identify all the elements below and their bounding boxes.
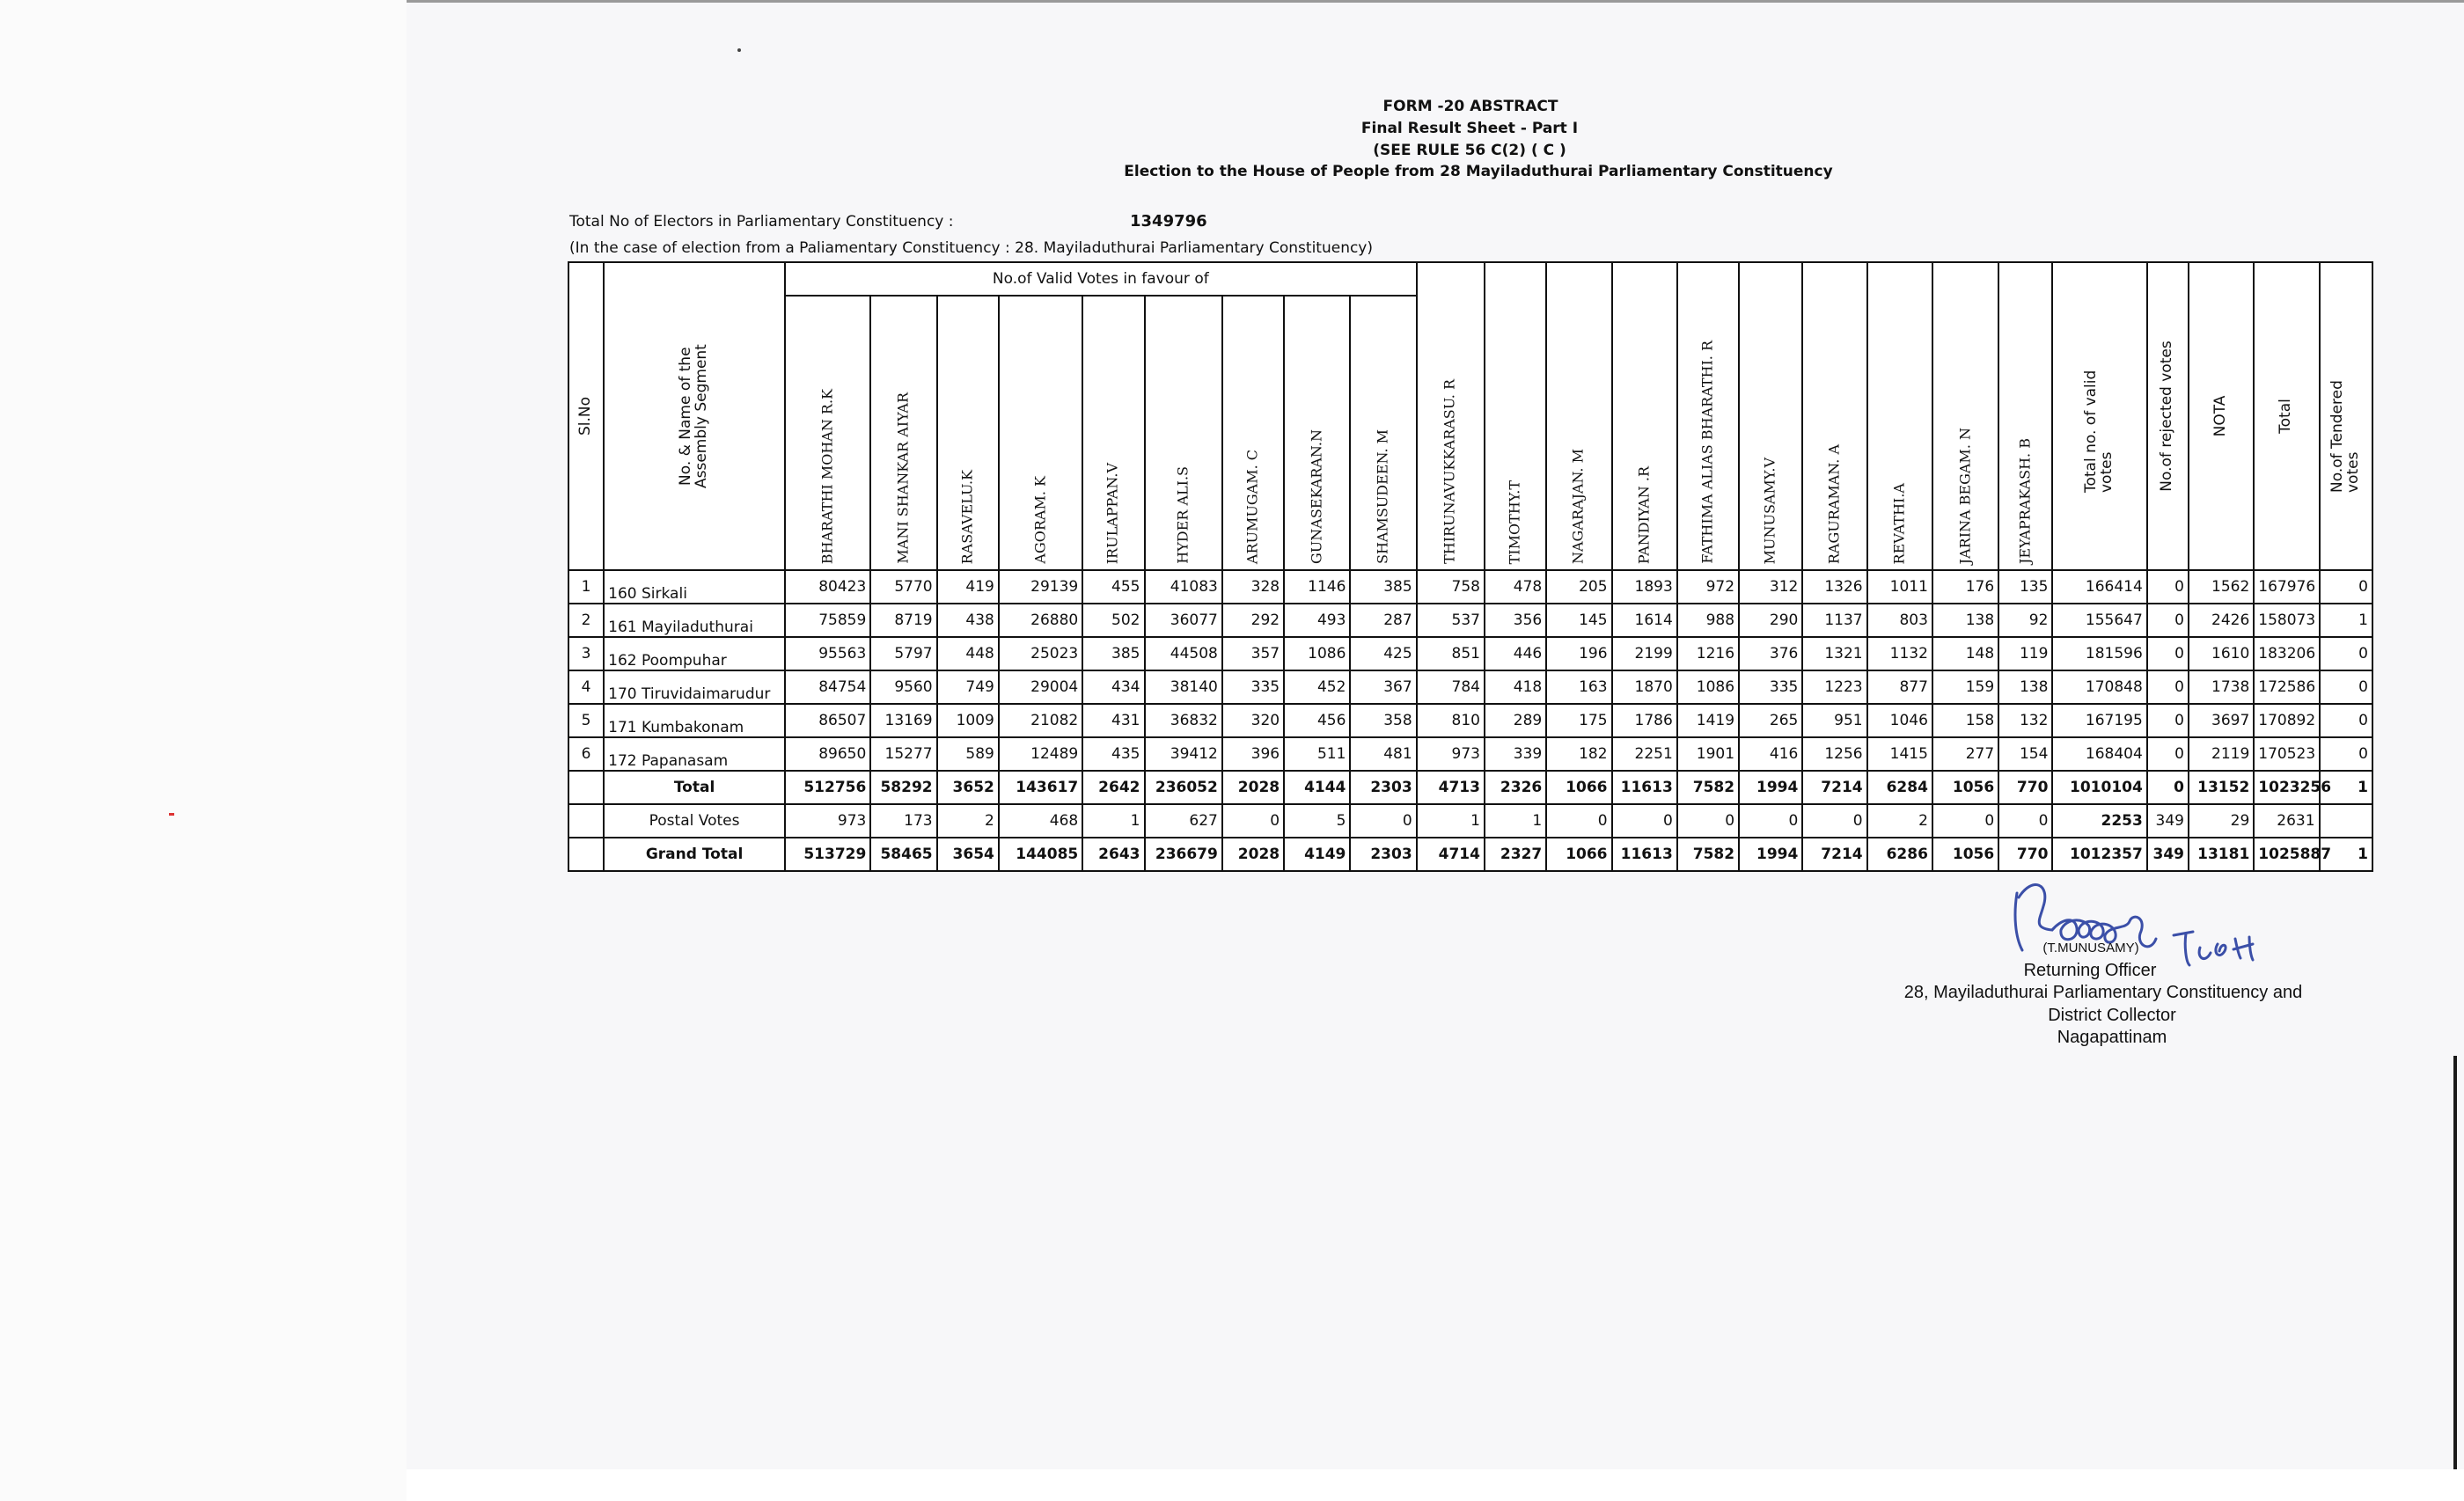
vote-cell: 236679 [1145,838,1222,871]
officer-name: (T.MUNUSAMY) [2042,941,2139,956]
vote-cell: 5797 [870,637,936,670]
candidate-header: RAGURAMAN. A [1802,262,1866,570]
vote-cell: 784 [1417,670,1485,704]
segment-header: No. & Name of the Assembly Segment [604,262,785,570]
vote-cell: 205 [1546,570,1611,604]
nota-cell: 1610 [2189,637,2254,670]
total-cell: 172586 [2254,670,2319,704]
officer-title: Returning Officer [2023,961,2157,980]
table-row [568,570,2372,604]
candidate-header: JEYAPRAKASH. B [1998,262,2052,570]
vote-cell: 502 [1082,604,1144,637]
total-valid-cell: 1012357 [2052,838,2146,871]
vote-cell: 265 [1739,704,1802,737]
row-segment: 172 Papanasam [604,737,785,771]
nota-cell: 13181 [2189,838,2254,871]
vote-cell: 196 [1546,637,1611,670]
vote-cell: 0 [1350,804,1416,838]
total-cell: 170892 [2254,704,2319,737]
slno-header: Sl.No [568,262,604,570]
vote-cell: 159 [1932,670,1998,704]
vote-cell: 851 [1417,637,1485,670]
vote-cell: 481 [1350,737,1416,771]
vote-cell: 2028 [1222,771,1284,804]
vote-cell: 1056 [1932,771,1998,804]
tendered-cell [2320,804,2372,838]
total-valid-cell: 170848 [2052,670,2146,704]
candidate-header: JARINA BEGAM. N [1932,262,1998,570]
vote-cell: 2 [1867,804,1932,838]
form-subtitle: Final Result Sheet - Part I [1360,120,1579,137]
vote-cell: 292 [1222,604,1284,637]
candidate-header: THIRUNAVUKKARASU. R [1417,262,1485,570]
vote-cell: 1216 [1677,637,1739,670]
vote-cell: 173 [870,804,936,838]
vote-cell: 2199 [1612,637,1677,670]
rejected-cell: 0 [2147,737,2189,771]
vote-cell: 15277 [870,737,936,771]
vote-cell: 1137 [1802,604,1866,637]
vote-cell: 988 [1677,604,1739,637]
vote-cell: 11613 [1612,771,1677,804]
tendered-cell: 1 [2320,604,2372,637]
vote-cell: 493 [1284,604,1350,637]
row-segment: 160 Sirkali [604,570,785,604]
vote-cell: 2327 [1485,838,1546,871]
rejected-cell: 0 [2147,771,2189,804]
vote-cell: 290 [1739,604,1802,637]
vote-cell: 11613 [1612,838,1677,871]
vote-cell: 419 [937,570,999,604]
nota-header: NOTA [2189,262,2254,570]
vote-cell: 357 [1222,637,1284,670]
tendered-cell: 0 [2320,737,2372,771]
vote-cell: 4149 [1284,838,1350,871]
vote-cell: 1066 [1546,838,1611,871]
vote-cell: 12489 [999,737,1082,771]
vote-cell: 144085 [999,838,1082,871]
vote-cell: 39412 [1145,737,1222,771]
vote-cell: 143617 [999,771,1082,804]
table-row [568,604,2372,637]
vote-cell: 92 [1998,604,2052,637]
vote-cell: 2251 [1612,737,1677,771]
vote-cell: 0 [1612,804,1677,838]
vote-cell: 358 [1350,704,1416,737]
vote-cell: 89650 [785,737,870,771]
summary-row [568,771,2372,804]
summary-row [568,804,2372,838]
vote-cell: 1614 [1612,604,1677,637]
vote-cell: 1011 [1867,570,1932,604]
vote-cell: 456 [1284,704,1350,737]
candidate-header: GUNASEKARAN.N [1284,296,1350,570]
tendered-votes-header: No.of Tendered votes [2320,262,2372,570]
scan-speck [737,48,741,52]
vote-cell: 29004 [999,670,1082,704]
table-row [568,737,2372,771]
summary-slno [568,804,604,838]
vote-cell: 0 [1222,804,1284,838]
vote-cell: 58465 [870,838,936,871]
tendered-cell: 0 [2320,670,2372,704]
vote-cell: 1326 [1802,570,1866,604]
vote-cell: 21082 [999,704,1082,737]
summary-slno [568,838,604,871]
tendered-cell: 1 [2320,838,2372,871]
vote-cell: 1321 [1802,637,1866,670]
officer-district: Nagapattinam [2057,1028,2167,1047]
vote-cell: 176 [1932,570,1998,604]
constituency-note: (In the case of election from a Paliamentary Constituency : 28. Mayiladuthurai Parliamentary Constituency) [569,239,1374,257]
candidate-header: PANDIYAN .R [1612,262,1677,570]
vote-cell: 0 [1677,804,1739,838]
vote-cell: 38140 [1145,670,1222,704]
total-valid-cell: 181596 [2052,637,2146,670]
results-table [568,261,2373,872]
vote-cell: 9560 [870,670,936,704]
total-cell: 158073 [2254,604,2319,637]
vote-cell: 339 [1485,737,1546,771]
vote-cell: 154 [1998,737,2052,771]
total-cell: 183206 [2254,637,2319,670]
vote-cell: 148 [1932,637,1998,670]
vote-cell: 1419 [1677,704,1739,737]
vote-cell: 356 [1485,604,1546,637]
candidate-header: SHAMSUDEEN. M [1350,296,1416,570]
vote-cell: 385 [1350,570,1416,604]
scan-edge [407,0,2464,3]
vote-cell: 627 [1145,804,1222,838]
vote-cell: 1046 [1867,704,1932,737]
vote-cell: 3654 [937,838,999,871]
vote-cell: 1 [1082,804,1144,838]
vote-cell: 367 [1350,670,1416,704]
electors-label: Total No of Electors in Parliamentary Constituency : [569,213,954,231]
vote-cell: 1223 [1802,670,1866,704]
vote-cell: 145 [1546,604,1611,637]
total-valid-cell: 1010104 [2052,771,2146,804]
row-slno: 6 [568,737,604,771]
candidate-header: NAGARAJAN. M [1546,262,1611,570]
total-cell: 2631 [2254,804,2319,838]
total-valid-cell: 2253 [2052,804,2146,838]
vote-cell: 80423 [785,570,870,604]
vote-cell: 75859 [785,604,870,637]
rejected-cell: 0 [2147,704,2189,737]
vote-cell: 770 [1998,771,2052,804]
nota-cell: 1738 [2189,670,2254,704]
vote-cell: 1256 [1802,737,1866,771]
electors-value: 1349796 [1130,212,1207,231]
rejected-cell: 0 [2147,570,2189,604]
vote-cell: 312 [1739,570,1802,604]
candidate-header: FATHIMA ALIAS BHARATHI. R [1677,262,1739,570]
vote-cell: 1893 [1612,570,1677,604]
vote-cell: 2642 [1082,771,1144,804]
vote-cell: 158 [1932,704,1998,737]
table-row [568,670,2372,704]
row-slno: 2 [568,604,604,637]
vote-cell: 335 [1222,670,1284,704]
vote-cell: 7582 [1677,838,1739,871]
rejected-votes-header: No.of rejected votes [2147,262,2189,570]
vote-cell: 25023 [999,637,1082,670]
vote-cell: 951 [1802,704,1866,737]
table-row [568,637,2372,670]
vote-cell: 810 [1417,704,1485,737]
vote-cell: 973 [1417,737,1485,771]
total-cell: 1023256 [2254,771,2319,804]
vote-cell: 7214 [1802,771,1866,804]
total-cell: 167976 [2254,570,2319,604]
vote-cell: 6286 [1867,838,1932,871]
rejected-cell: 349 [2147,838,2189,871]
summary-slno [568,771,604,804]
vote-cell: 2028 [1222,838,1284,871]
vote-cell: 86507 [785,704,870,737]
vote-cell: 84754 [785,670,870,704]
vote-cell: 478 [1485,570,1546,604]
vote-cell: 468 [999,804,1082,838]
total-cell: 170523 [2254,737,2319,771]
rejected-cell: 0 [2147,670,2189,704]
valid-votes-group-header: No.of Valid Votes in favour of [785,262,1417,296]
vote-cell: 7582 [1677,771,1739,804]
vote-cell: 749 [937,670,999,704]
vote-cell: 289 [1485,704,1546,737]
vote-cell: 1994 [1739,838,1802,871]
rejected-cell: 0 [2147,604,2189,637]
vote-cell: 438 [937,604,999,637]
vote-cell: 877 [1867,670,1932,704]
tendered-cell: 0 [2320,704,2372,737]
vote-cell: 446 [1485,637,1546,670]
vote-cell: 175 [1546,704,1611,737]
total-valid-cell: 167195 [2052,704,2146,737]
vote-cell: 163 [1546,670,1611,704]
vote-cell: 6284 [1867,771,1932,804]
vote-cell: 416 [1739,737,1802,771]
rejected-cell: 349 [2147,804,2189,838]
candidate-header: ARUMUGAM. C [1222,296,1284,570]
vote-cell: 138 [1932,604,1998,637]
candidate-header: REVATHI.A [1867,262,1932,570]
vote-cell: 1146 [1284,570,1350,604]
vote-cell: 2643 [1082,838,1144,871]
candidate-header: IRULAPPAN.V [1082,296,1144,570]
total-cell: 1025887 [2254,838,2319,871]
vote-cell: 758 [1417,570,1485,604]
vote-cell: 1009 [937,704,999,737]
vote-cell: 376 [1739,637,1802,670]
officer-role: District Collector [2048,1006,2176,1025]
rejected-cell: 0 [2147,637,2189,670]
row-segment: 161 Mayiladuthurai [604,604,785,637]
candidate-header: RASAVELU.K [937,296,999,570]
candidate-header: MUNUSAMY.V [1739,262,1802,570]
row-slno: 4 [568,670,604,704]
vote-cell: 13169 [870,704,936,737]
vote-cell: 0 [1739,804,1802,838]
vote-cell: 1901 [1677,737,1739,771]
vote-cell: 448 [937,637,999,670]
row-slno: 1 [568,570,604,604]
vote-cell: 513729 [785,838,870,871]
vote-cell: 803 [1867,604,1932,637]
vote-cell: 29139 [999,570,1082,604]
vote-cell: 5770 [870,570,936,604]
vote-cell: 0 [1546,804,1611,838]
vote-cell: 5 [1284,804,1350,838]
nota-cell: 3697 [2189,704,2254,737]
election-title: Election to the House of People from 28 Mayiladuthurai Parliamentary Constituency [1124,163,1833,180]
vote-cell: 452 [1284,670,1350,704]
scan-edge-right [2453,1056,2457,1469]
vote-cell: 1086 [1284,637,1350,670]
vote-cell: 4144 [1284,771,1350,804]
row-segment: 162 Poompuhar [604,637,785,670]
vote-cell: 455 [1082,570,1144,604]
vote-cell: 512756 [785,771,870,804]
scan-left-margin [0,0,407,1501]
vote-cell: 0 [1802,804,1866,838]
candidate-header: BHARATHI MOHAN R.K [785,296,870,570]
vote-cell: 95563 [785,637,870,670]
vote-cell: 287 [1350,604,1416,637]
summary-label: Postal Votes [604,804,785,838]
vote-cell: 236052 [1145,771,1222,804]
vote-cell: 2 [937,804,999,838]
vote-cell: 4713 [1417,771,1485,804]
vote-cell: 1 [1417,804,1485,838]
candidate-header: MANI SHANKAR AIYAR [870,296,936,570]
nota-cell: 2426 [2189,604,2254,637]
vote-cell: 119 [1998,637,2052,670]
total-valid-votes-header: Total no. of valid votes [2052,262,2146,570]
vote-cell: 1066 [1546,771,1611,804]
vote-cell: 1415 [1867,737,1932,771]
vote-cell: 7214 [1802,838,1866,871]
vote-cell: 770 [1998,838,2052,871]
tendered-cell: 0 [2320,637,2372,670]
vote-cell: 0 [1932,804,1998,838]
vote-cell: 36832 [1145,704,1222,737]
vote-cell: 511 [1284,737,1350,771]
vote-cell: 335 [1739,670,1802,704]
candidate-header: HYDER ALI.S [1145,296,1222,570]
vote-cell: 2326 [1485,771,1546,804]
form-rule: (SEE RULE 56 C(2) ( C ) [1373,142,1566,159]
vote-cell: 26880 [999,604,1082,637]
vote-cell: 1786 [1612,704,1677,737]
vote-cell: 4714 [1417,838,1485,871]
table-row [568,704,2372,737]
total-valid-cell: 155647 [2052,604,2146,637]
scan-speck-red [169,813,174,816]
vote-cell: 589 [937,737,999,771]
vote-cell: 1994 [1739,771,1802,804]
vote-cell: 1086 [1677,670,1739,704]
vote-cell: 58292 [870,771,936,804]
candidate-header: AGORAM. K [999,296,1082,570]
vote-cell: 435 [1082,737,1144,771]
vote-cell: 138 [1998,670,2052,704]
vote-cell: 135 [1998,570,2052,604]
summary-label: Total [604,771,785,804]
vote-cell: 320 [1222,704,1284,737]
vote-cell: 41083 [1145,570,1222,604]
vote-cell: 425 [1350,637,1416,670]
candidate-header: TIMOTHY.T [1485,262,1546,570]
nota-cell: 1562 [2189,570,2254,604]
vote-cell: 132 [1998,704,2052,737]
nota-cell: 13152 [2189,771,2254,804]
form-title: FORM -20 ABSTRACT [1382,98,1558,115]
handwritten-signature [1998,867,2279,972]
vote-cell: 0 [1998,804,2052,838]
tendered-cell: 1 [2320,771,2372,804]
vote-cell: 1870 [1612,670,1677,704]
vote-cell: 431 [1082,704,1144,737]
summary-label: Grand Total [604,838,785,871]
total-header: Total [2254,262,2319,570]
nota-cell: 29 [2189,804,2254,838]
vote-cell: 1056 [1932,838,1998,871]
vote-cell: 3652 [937,771,999,804]
row-slno: 5 [568,704,604,737]
vote-cell: 434 [1082,670,1144,704]
officer-constituency: 28, Mayiladuthurai Parliamentary Constituency and [1903,983,2303,1002]
vote-cell: 972 [1677,570,1739,604]
tendered-cell: 0 [2320,570,2372,604]
vote-cell: 44508 [1145,637,1222,670]
vote-cell: 8719 [870,604,936,637]
vote-cell: 328 [1222,570,1284,604]
row-segment: 171 Kumbakonam [604,704,785,737]
vote-cell: 2303 [1350,838,1416,871]
vote-cell: 418 [1485,670,1546,704]
row-slno: 3 [568,637,604,670]
vote-cell: 1132 [1867,637,1932,670]
vote-cell: 537 [1417,604,1485,637]
vote-cell: 385 [1082,637,1144,670]
vote-cell: 2303 [1350,771,1416,804]
vote-cell: 396 [1222,737,1284,771]
vote-cell: 36077 [1145,604,1222,637]
total-valid-cell: 166414 [2052,570,2146,604]
nota-cell: 2119 [2189,737,2254,771]
row-segment: 170 Tiruvidaimarudur [604,670,785,704]
vote-cell: 182 [1546,737,1611,771]
vote-cell: 1 [1485,804,1546,838]
total-valid-cell: 168404 [2052,737,2146,771]
vote-cell: 277 [1932,737,1998,771]
vote-cell: 973 [785,804,870,838]
